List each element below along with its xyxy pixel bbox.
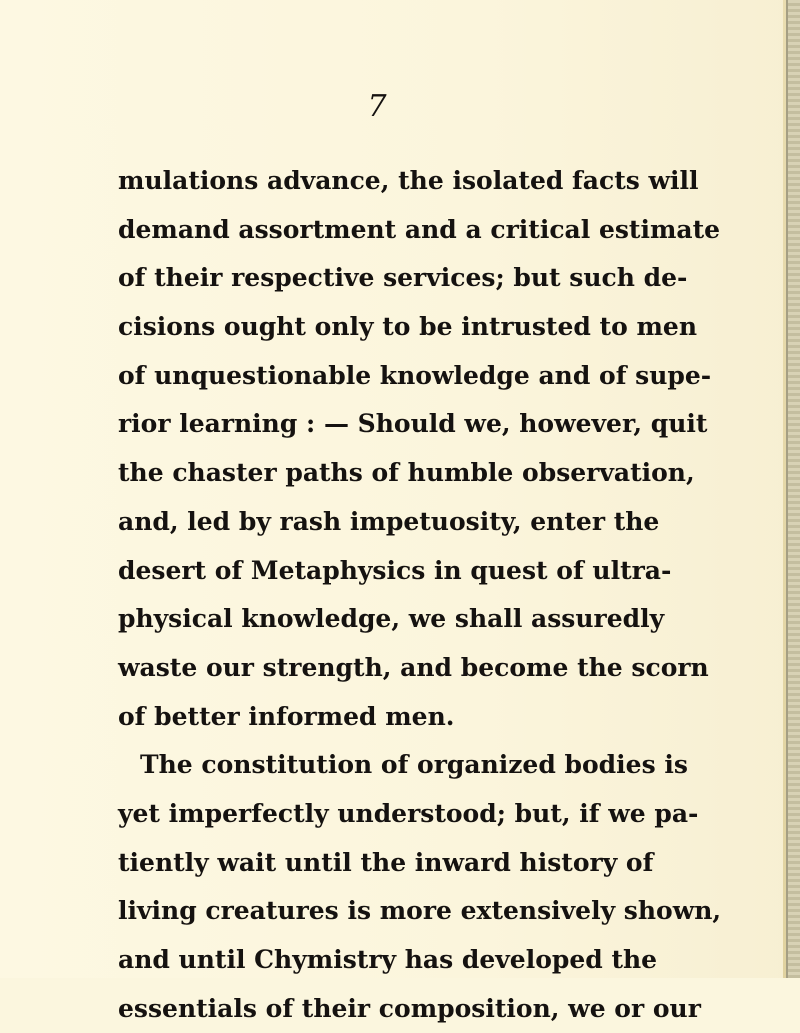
text-line: cisions ought only to be intrusted to men <box>118 312 698 342</box>
page-number: 7 <box>367 89 387 124</box>
body-text <box>118 157 722 1033</box>
text-line: desert of Metaphysics in quest of ultra- <box>118 555 672 585</box>
text-line: waste our strength, and become the scorn <box>118 652 709 682</box>
page-edge <box>786 0 800 978</box>
text-line: mulations advance, the isolated facts will <box>118 166 699 195</box>
text-line: rior learning : — Should we, however, quit <box>118 409 708 439</box>
text-line: yet imperfectly understood; but, if we pa- <box>118 798 699 828</box>
text-line: physical knowledge, we shall assuredly <box>118 604 665 634</box>
text-line: of unquestionable knowledge and of supe- <box>118 360 712 390</box>
text-line: and, led by rash impetuosity, enter the <box>118 506 660 536</box>
text-line: living creatures is more extensively shown, <box>118 896 722 926</box>
paragraph-start-line: The constitution of organized bodies is <box>140 750 688 780</box>
paragraph-end-line: of better informed men. <box>118 701 455 731</box>
text-line: tiently wait until the inward history of <box>118 847 654 877</box>
text-line: essentials of their composition, we or our <box>118 993 701 1023</box>
text-line: demand assortment and a critical estimate <box>118 214 721 244</box>
text-line: and until Chymistry has developed the <box>118 945 658 974</box>
text-line: of their respective services; but such de- <box>118 263 688 293</box>
text-line: the chaster paths of humble observation, <box>118 458 695 488</box>
